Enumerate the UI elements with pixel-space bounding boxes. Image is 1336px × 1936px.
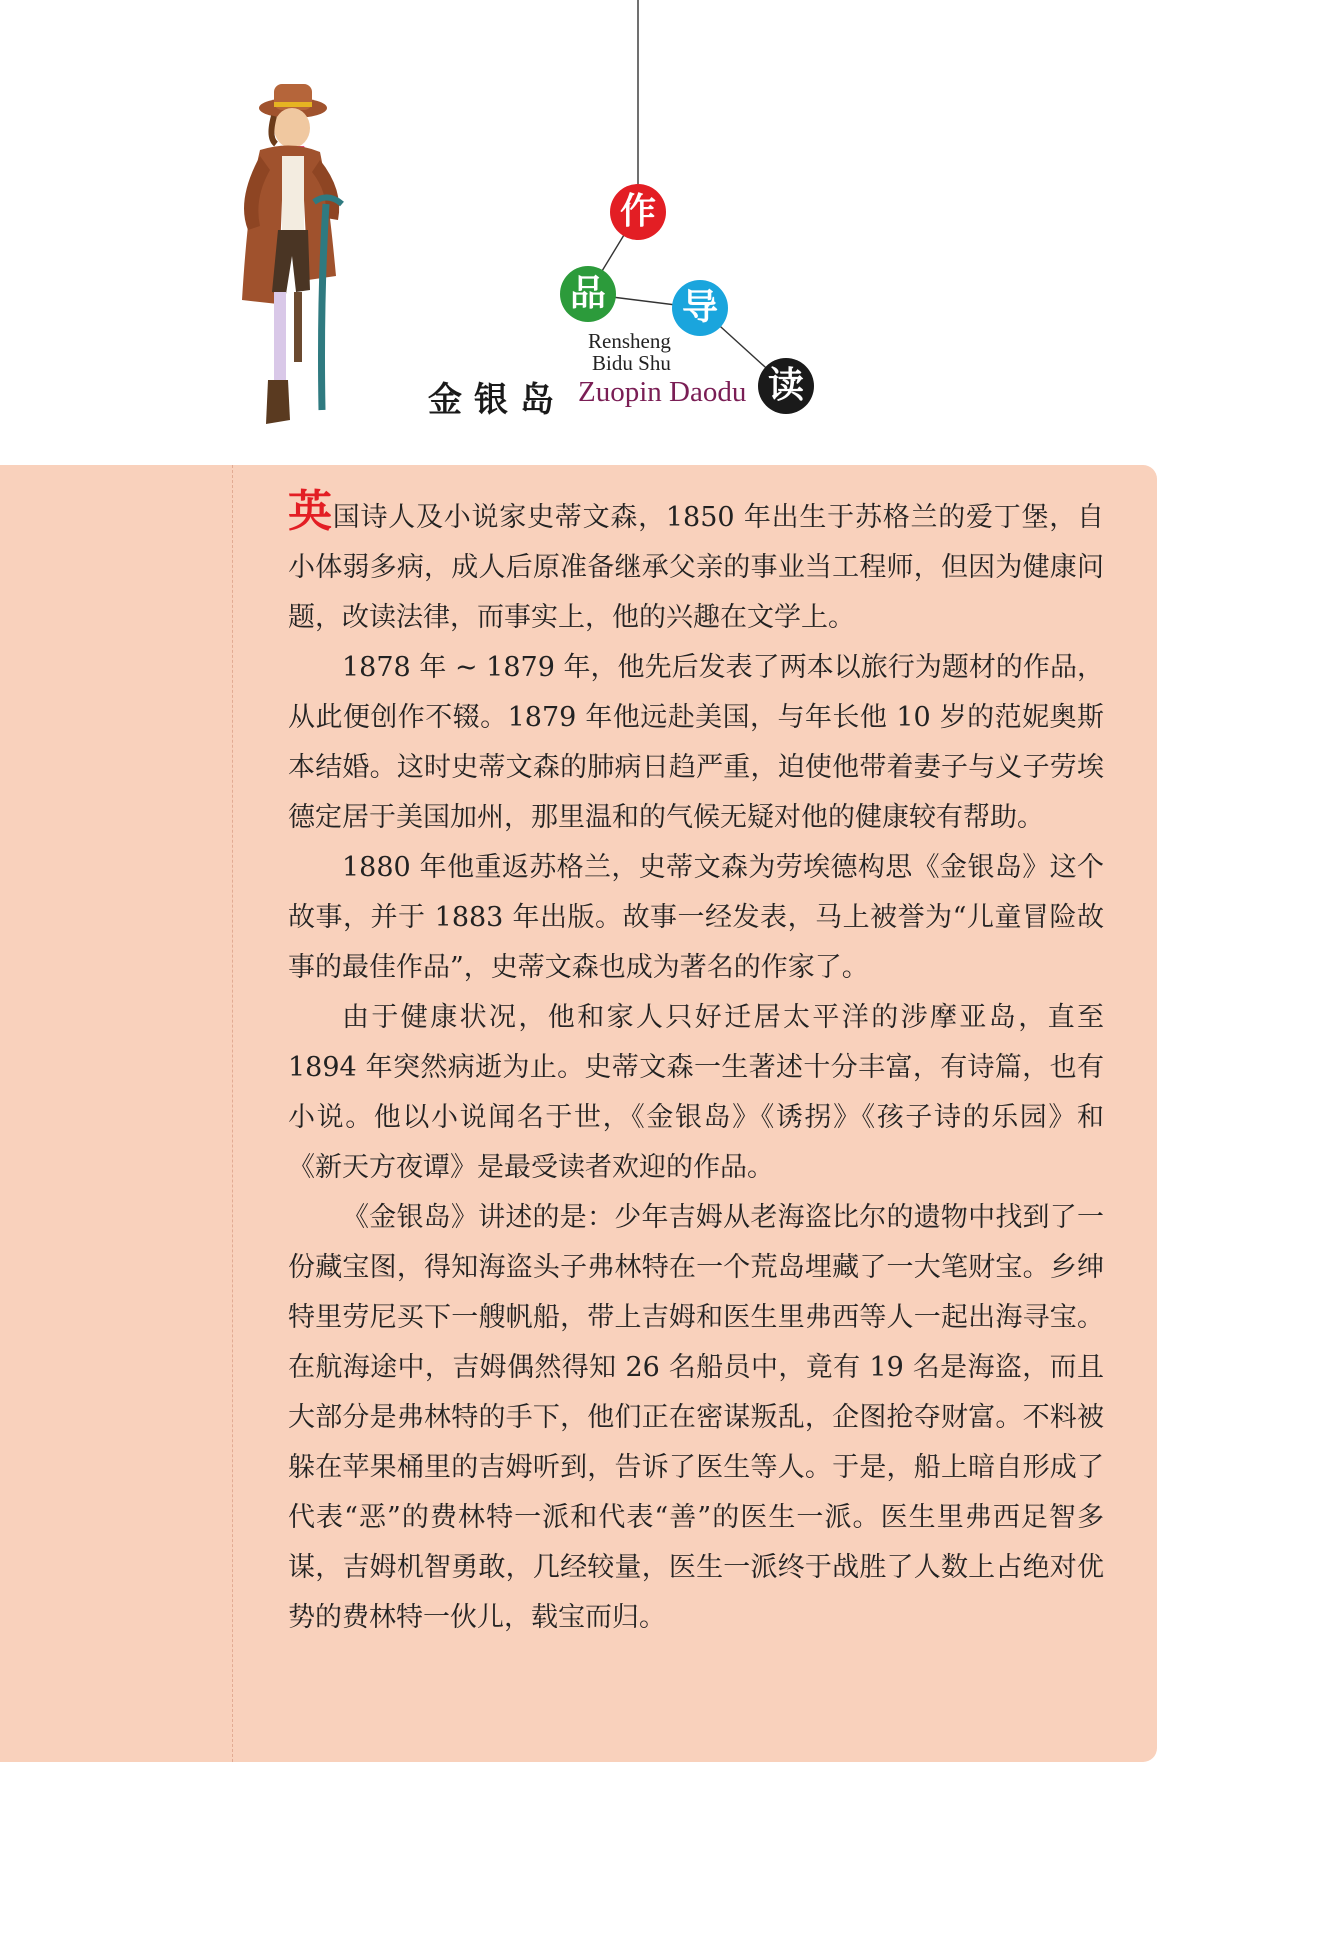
body-text bbox=[288, 486, 1105, 1643]
bubble-zuo: 作 bbox=[610, 184, 666, 240]
bubble-dao: 导 bbox=[672, 280, 728, 336]
paragraph-4: 由于健康状况，他和家人只好迁居太平洋的涉摩亚岛，直至 1894 年突然病逝为止。史蒂文森一生著述十分丰富，有诗篇，也有小说。他以小说闻名于世，《金银岛》《诱拐》《孩子诗的乐园》和《新天方夜谭》是最受读者欢迎的作品。 bbox=[288, 1002, 1104, 1183]
drop-cap: 英 bbox=[288, 486, 333, 537]
paragraph-3: 1880 年他重返苏格兰，史蒂文森为劳埃德构思《金银岛》这个故事，并于 1883 年出版。故事一经发表，马上被誉为“儿童冒险故事的最佳作品”，史蒂文森也成为著名的作家了。 bbox=[288, 852, 1104, 983]
paragraph-1 bbox=[288, 486, 1105, 643]
paragraph-1-text: 国诗人及小说家史蒂文森，1850 年出生于苏格兰的爱丁堡，自小体弱多病，成人后原准备继承父亲的事业当工程师，但因为健康问题，改读法律，而事实上，他的兴趣在文学上。 bbox=[288, 502, 1105, 633]
series-en-line1: Rensheng bbox=[588, 329, 671, 353]
series-en-line2: Bidu Shu bbox=[592, 351, 671, 375]
book-title: 金银岛 bbox=[428, 380, 566, 420]
bubble-du: 读 bbox=[758, 358, 814, 414]
panel-dashed-divider bbox=[232, 465, 233, 1762]
bubble-pin: 品 bbox=[560, 266, 616, 322]
paragraph-2: 1878 年 ~ 1879 年，他先后发表了两本以旅行为题材的作品，从此便创作不辍。1879 年他远赴美国，与年长他 10 岁的范妮奥斯本结婚。这时史蒂文森的肺病日趋严重，迫使他带着妻子与义子劳埃德定居于美国加州，那里温和的气候无疑对他的健康较有帮助。 bbox=[288, 652, 1104, 833]
series-title-en bbox=[588, 330, 671, 374]
section-title-en: Zuopin Daodu bbox=[578, 376, 747, 408]
paragraph-5: 《金银岛》讲述的是：少年吉姆从老海盗比尔的遗物中找到了一份藏宝图，得知海盗头子弗林特在一个荒岛埋藏了一大笔财宝。乡绅特里劳尼买下一艘帆船，带上吉姆和医生里弗西等人一起出海寻宝。在航海途中，吉姆偶然得知 26 名船员中，竟有 19 名是海盗，而且大部分是弗林特的手下，他们正在密谋叛乱，企图抢夺财富。不料被躲在苹果桶里的吉姆听到，告诉了医生等人。于是，船上暗自形成了代表“恶”的费林特一派和代表“善”的医生一派。医生里弗西足智多谋，吉姆机智勇敢，几经较量，医生一派终于战胜了人数上占绝对优势的费林特一伙儿，载宝而归。 bbox=[288, 1202, 1104, 1633]
